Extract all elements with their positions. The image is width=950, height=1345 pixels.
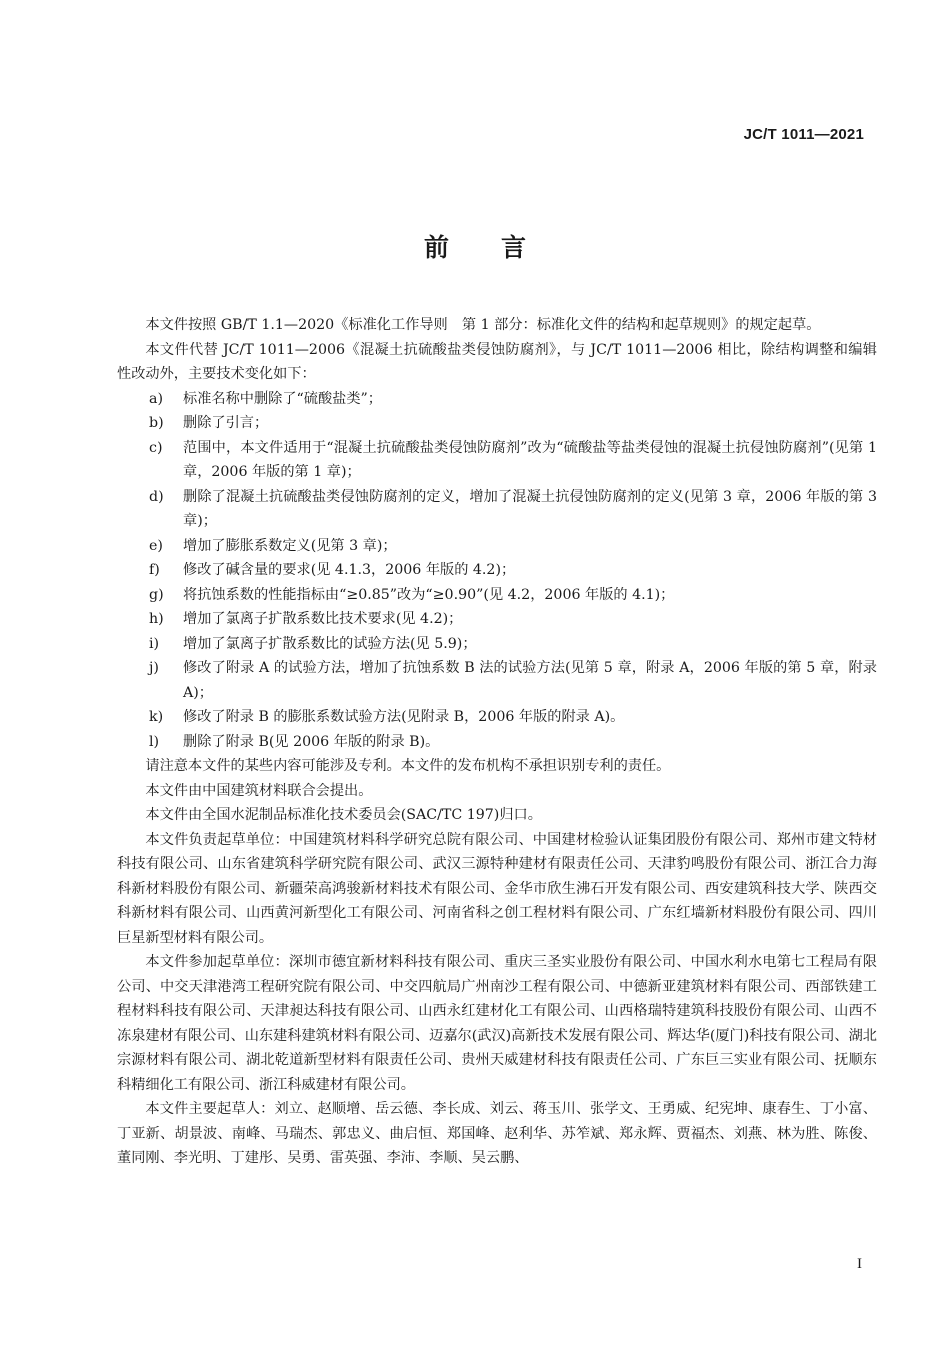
list-marker: f) bbox=[149, 562, 160, 578]
lead-drafting-units: 本文件负责起草单位：中国建筑材料科学研究总院有限公司、中国建材检验认证集团股份有限公司、郑州市建文特材科技有限公司、山东省建筑科学研究院有限公司、武汉三源特种建材有限责任公司、天津豹鸣股份有限公司、浙江合力海科新材料股份有限公司、新疆荣高鸿骏新材料技术有限公司、金华市欣生沸石开发有限公司、西安建筑科技大学、陕西交科新材料有限公司、山西黄河新型化工有限公司、河南省科之创工程材料有限公司、广东红墙新材料股份有限公司、四川巨星新型材料有限公司。 bbox=[117, 831, 877, 946]
list-item-text: 删除了引言； bbox=[183, 415, 269, 431]
list-item-text: 增加了膨胀系数定义(见第 3 章)； bbox=[183, 537, 397, 554]
intro-paragraph-1: 本文件按照 GB/T 1.1—2020《标准化工作导则 第 1 部分：标准化文件的结构和起草规则》的规定起草。 bbox=[145, 317, 821, 333]
page-title: 前言 bbox=[423, 233, 578, 262]
list-item-text: 删除了混凝土抗硫酸盐类侵蚀防腐剂的定义，增加了混凝土抗侵蚀防腐剂的定义(见第 3 章，2006 年版的第 3 章)； bbox=[183, 488, 877, 529]
list-marker: d) bbox=[149, 488, 164, 505]
list-item-text: 将抗蚀系数的性能指标由“≥0.85”改为“≥0.90”(见 4.2，2006 年版的 4.1)； bbox=[183, 586, 675, 603]
list-marker: h) bbox=[149, 611, 164, 627]
participating-drafting-units: 本文件参加起草单位：深圳市德宜新材料科技有限公司、重庆三圣实业股份有限公司、中国水利水电第七工程局有限公司、中交天津港湾工程研究院有限公司、中交四航局广州南沙工程有限公司、中德新亚建筑材料有限公司、西部铁建工程材料科技有限公司、天津昶达科技有限公司、山西永红建材化工有限公司、山西格瑞特建筑科技股份有限公司、山西不冻泉建材有限公司、山东建科建筑材料有限公司、迈嘉尔(武汉)高新技术发展有限公司、辉达华(厦门)科技有限公司、湖北宗源材料有限公司、湖北乾道新型材料有限责任公司、贵州天威建材科技有限责任公司、广东巨三实业有限公司、抚顺东科精细化工有限公司、浙江科威建材有限公司。 bbox=[117, 954, 877, 1093]
list-item bbox=[117, 387, 877, 412]
page-number: I bbox=[857, 1256, 862, 1272]
committee-statement: 本文件由全国水泥制品标准化技术委员会(SAC/TC 197)归口。 bbox=[145, 807, 542, 823]
list-marker: k) bbox=[149, 709, 164, 725]
list-item bbox=[117, 632, 877, 657]
list-item bbox=[117, 607, 877, 632]
intro-paragraph-2: 本文件代替 JC/T 1011—2006《混凝土抗硫酸盐类侵蚀防腐剂》，与 JC/T 1011—2006 相比，除结构调整和编辑性改动外，主要技术变化如下： bbox=[117, 341, 877, 382]
patent-notice: 请注意本文件的某些内容可能涉及专利。本文件的发布机构不承担识别专利的责任。 bbox=[145, 758, 671, 774]
list-marker: e) bbox=[149, 537, 163, 554]
technical-changes-list bbox=[117, 387, 877, 755]
list-item-text: 删除了附录 B(见 2006 年版的附录 B)。 bbox=[183, 733, 440, 750]
list-item-text: 修改了附录 B 的膨胀系数试验方法(见附录 B，2006 年版的附录 A)。 bbox=[183, 709, 625, 725]
list-item bbox=[117, 583, 877, 608]
list-marker: c) bbox=[149, 439, 163, 456]
list-marker: l) bbox=[149, 733, 160, 750]
document-body bbox=[117, 313, 877, 1173]
standard-code: JC/T 1011—2021 bbox=[743, 126, 864, 143]
list-item-text: 修改了碱含量的要求(见 4.1.3，2006 年版的 4.2)； bbox=[183, 562, 516, 578]
list-item bbox=[117, 436, 877, 485]
list-item bbox=[117, 656, 877, 705]
list-marker: i) bbox=[149, 635, 160, 652]
list-marker: a) bbox=[149, 390, 163, 407]
list-marker: b) bbox=[149, 415, 164, 431]
list-item-text: 增加了氯离子扩散系数比技术要求(见 4.2)； bbox=[183, 611, 463, 627]
proposer-statement: 本文件由中国建筑材料联合会提出。 bbox=[145, 782, 373, 799]
list-item bbox=[117, 534, 877, 559]
list-item bbox=[117, 730, 877, 755]
list-item-text: 范围中，本文件适用于“混凝土抗硫酸盐类侵蚀防腐剂”改为“硫酸盐等盐类侵蚀的混凝土抗侵蚀防腐剂”(见第 1 章，2006 年版的第 1 章)； bbox=[183, 439, 877, 480]
list-item-text: 修改了附录 A 的试验方法，增加了抗蚀系数 B 法的试验方法(见第 5 章，附录 A，2006 年版的第 5 章，附录 A)； bbox=[183, 660, 877, 701]
list-marker: g) bbox=[149, 586, 164, 603]
main-drafters: 本文件主要起草人：刘立、赵顺增、岳云德、李长成、刘云、蒋玉川、张学文、王勇威、纪宪坤、康春生、丁小富、丁亚新、胡景波、南峰、马瑞杰、郭忠义、曲启恒、郑国峰、赵利华、苏笮斌、郑永辉、贾福杰、刘燕、林为胜、陈俊、董同刚、李光明、丁建彤、吴勇、雷英强、李沛、李顺、吴云鹏、 bbox=[117, 1101, 877, 1166]
list-item bbox=[117, 411, 877, 436]
list-item bbox=[117, 705, 877, 730]
list-item-text: 增加了氯离子扩散系数比的试验方法(见 5.9)； bbox=[183, 635, 477, 652]
list-marker: j) bbox=[149, 660, 159, 676]
list-item bbox=[117, 558, 877, 583]
list-item-text: 标准名称中删除了“硫酸盐类”； bbox=[183, 390, 382, 407]
list-item bbox=[117, 485, 877, 534]
